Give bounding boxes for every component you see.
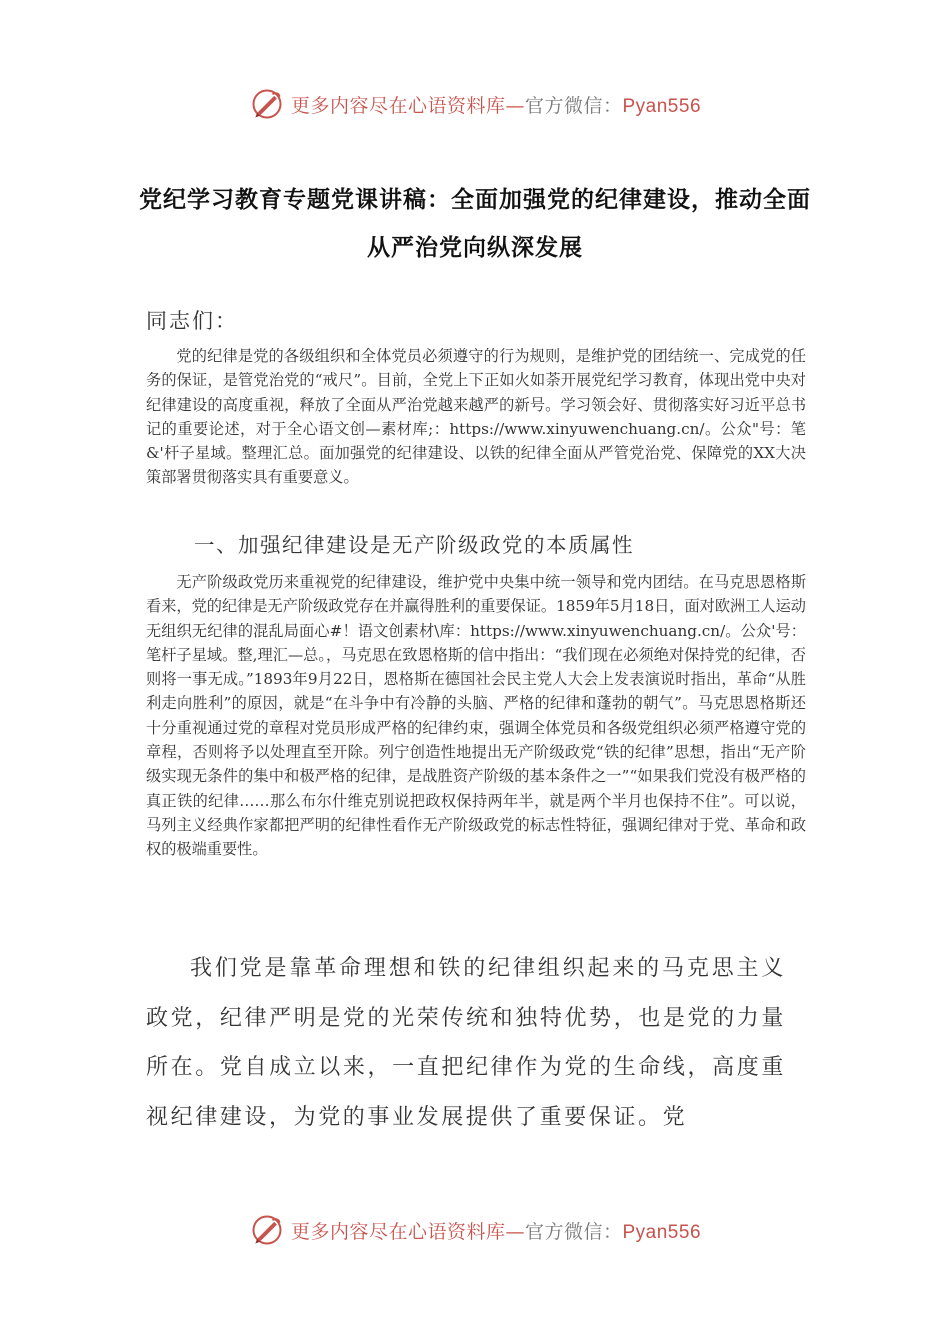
footer-watermark <box>0 1208 950 1252</box>
footer-brand-id: Pyan556 <box>622 1221 702 1243</box>
footer-brand <box>249 1212 701 1248</box>
paragraph-intro: 党的纪律是党的各级组织和全体党员必须遵守的行为规则，是维护党的团结统一、完成党的任务的保证，是管党治党的“戒尺”。目前，全党上下正如火如荼开展党纪学习教育，体现出党中央对纪律建设的高度重视，释放了全面从严治党越来越严的新号。学习领会好、贯彻落实好习近平总书记的重要论述，对于全心语文创—素材库;：https://www.xinyuwenchuang.cn/。公众"号：笔&'杆子星域。整理汇总。面加强党的纪律建设、以铁的纪律全面从严管党治党、保障党的XX大决策部署贯彻落实具有重要意义。 <box>146 347 806 487</box>
header-brand-sep: — <box>505 94 525 117</box>
header-brand-main: 更多内容尽在心语资料库 <box>290 94 506 117</box>
pen-logo-icon <box>249 86 285 122</box>
paragraph-marxism: 无产阶级政党历来重视党的纪律建设，维护党中央集中统一领导和党内团结。在马克思恩格斯看来，党的纪律是无产阶级政党存在并赢得胜利的重要保证。1859年5月18日，面对欧洲工人运动无组织无纪律的混乱局面心#！语文创素材\库：https://www.xinyuwenchuang.cn/。公众'号：笔杆子星域。整,理汇—总。，马克思在致恩格斯的信中指出：“我们现在必须绝对保持党的纪律，否则将一事无成。”1893年9月22日，恩格斯在德国社会民主党人大会上发表演说时指出，革命“从胜利走向胜利”的原因，就是“在斗争中有冷静的头脑、严格的纪律和蓬勃的朝气”。马克思恩格斯还十分重视通过党的章程对党员形成严格的纪律约束，强调全体党员和各级党组织必须严格遵守党的章程，否则将予以处理直至开除。列宁创造性地提出无产阶级政党“铁的纪律”思想，指出“无产阶级实现无条件的集中和极严格的纪律，是战胜资产阶级的基本条件之一”“如果我们党没有极严格的真正铁的纪律……那么布尔什维克别说把政权保持两年半，就是两个半月也保持不住”。可以说，马列主义经典作家都把严明的纪律性看作无产阶级政党的标志性特征，强调纪律对于党、革命和政权的极端重要性。 <box>146 573 806 859</box>
document-title: 党纪学习教育专题党课讲稿：全面加强党的纪律建设，推动全面从严治党向纵深发展 <box>139 187 811 261</box>
header-brand-mid: 官方微信： <box>524 94 623 117</box>
pen-logo-icon <box>249 1212 285 1248</box>
paragraph-party-discipline: 我们党是靠革命理想和铁的纪律组织起来的马克思主义政党，纪律严明是党的光荣传统和独特优势，也是党的力量所在。党自成立以来，一直把纪律作为党的生命线，高度重视纪律建设，为党的事业发展提供了重要保证。党 <box>146 956 786 1130</box>
footer-brand-main: 更多内容尽在心语资料库 <box>290 1220 506 1243</box>
section-heading-1: 一、加强纪律建设是无产阶级政党的本质属性 <box>194 533 634 557</box>
header-brand-id: Pyan556 <box>622 95 702 117</box>
footer-brand-text <box>291 1217 701 1244</box>
footer-brand-sep: — <box>505 1220 525 1243</box>
header-watermark <box>0 82 950 126</box>
header-brand <box>249 86 701 122</box>
header-brand-text <box>291 91 701 118</box>
greeting: 同志们： <box>146 309 238 333</box>
footer-brand-mid: 官方微信： <box>524 1220 623 1243</box>
